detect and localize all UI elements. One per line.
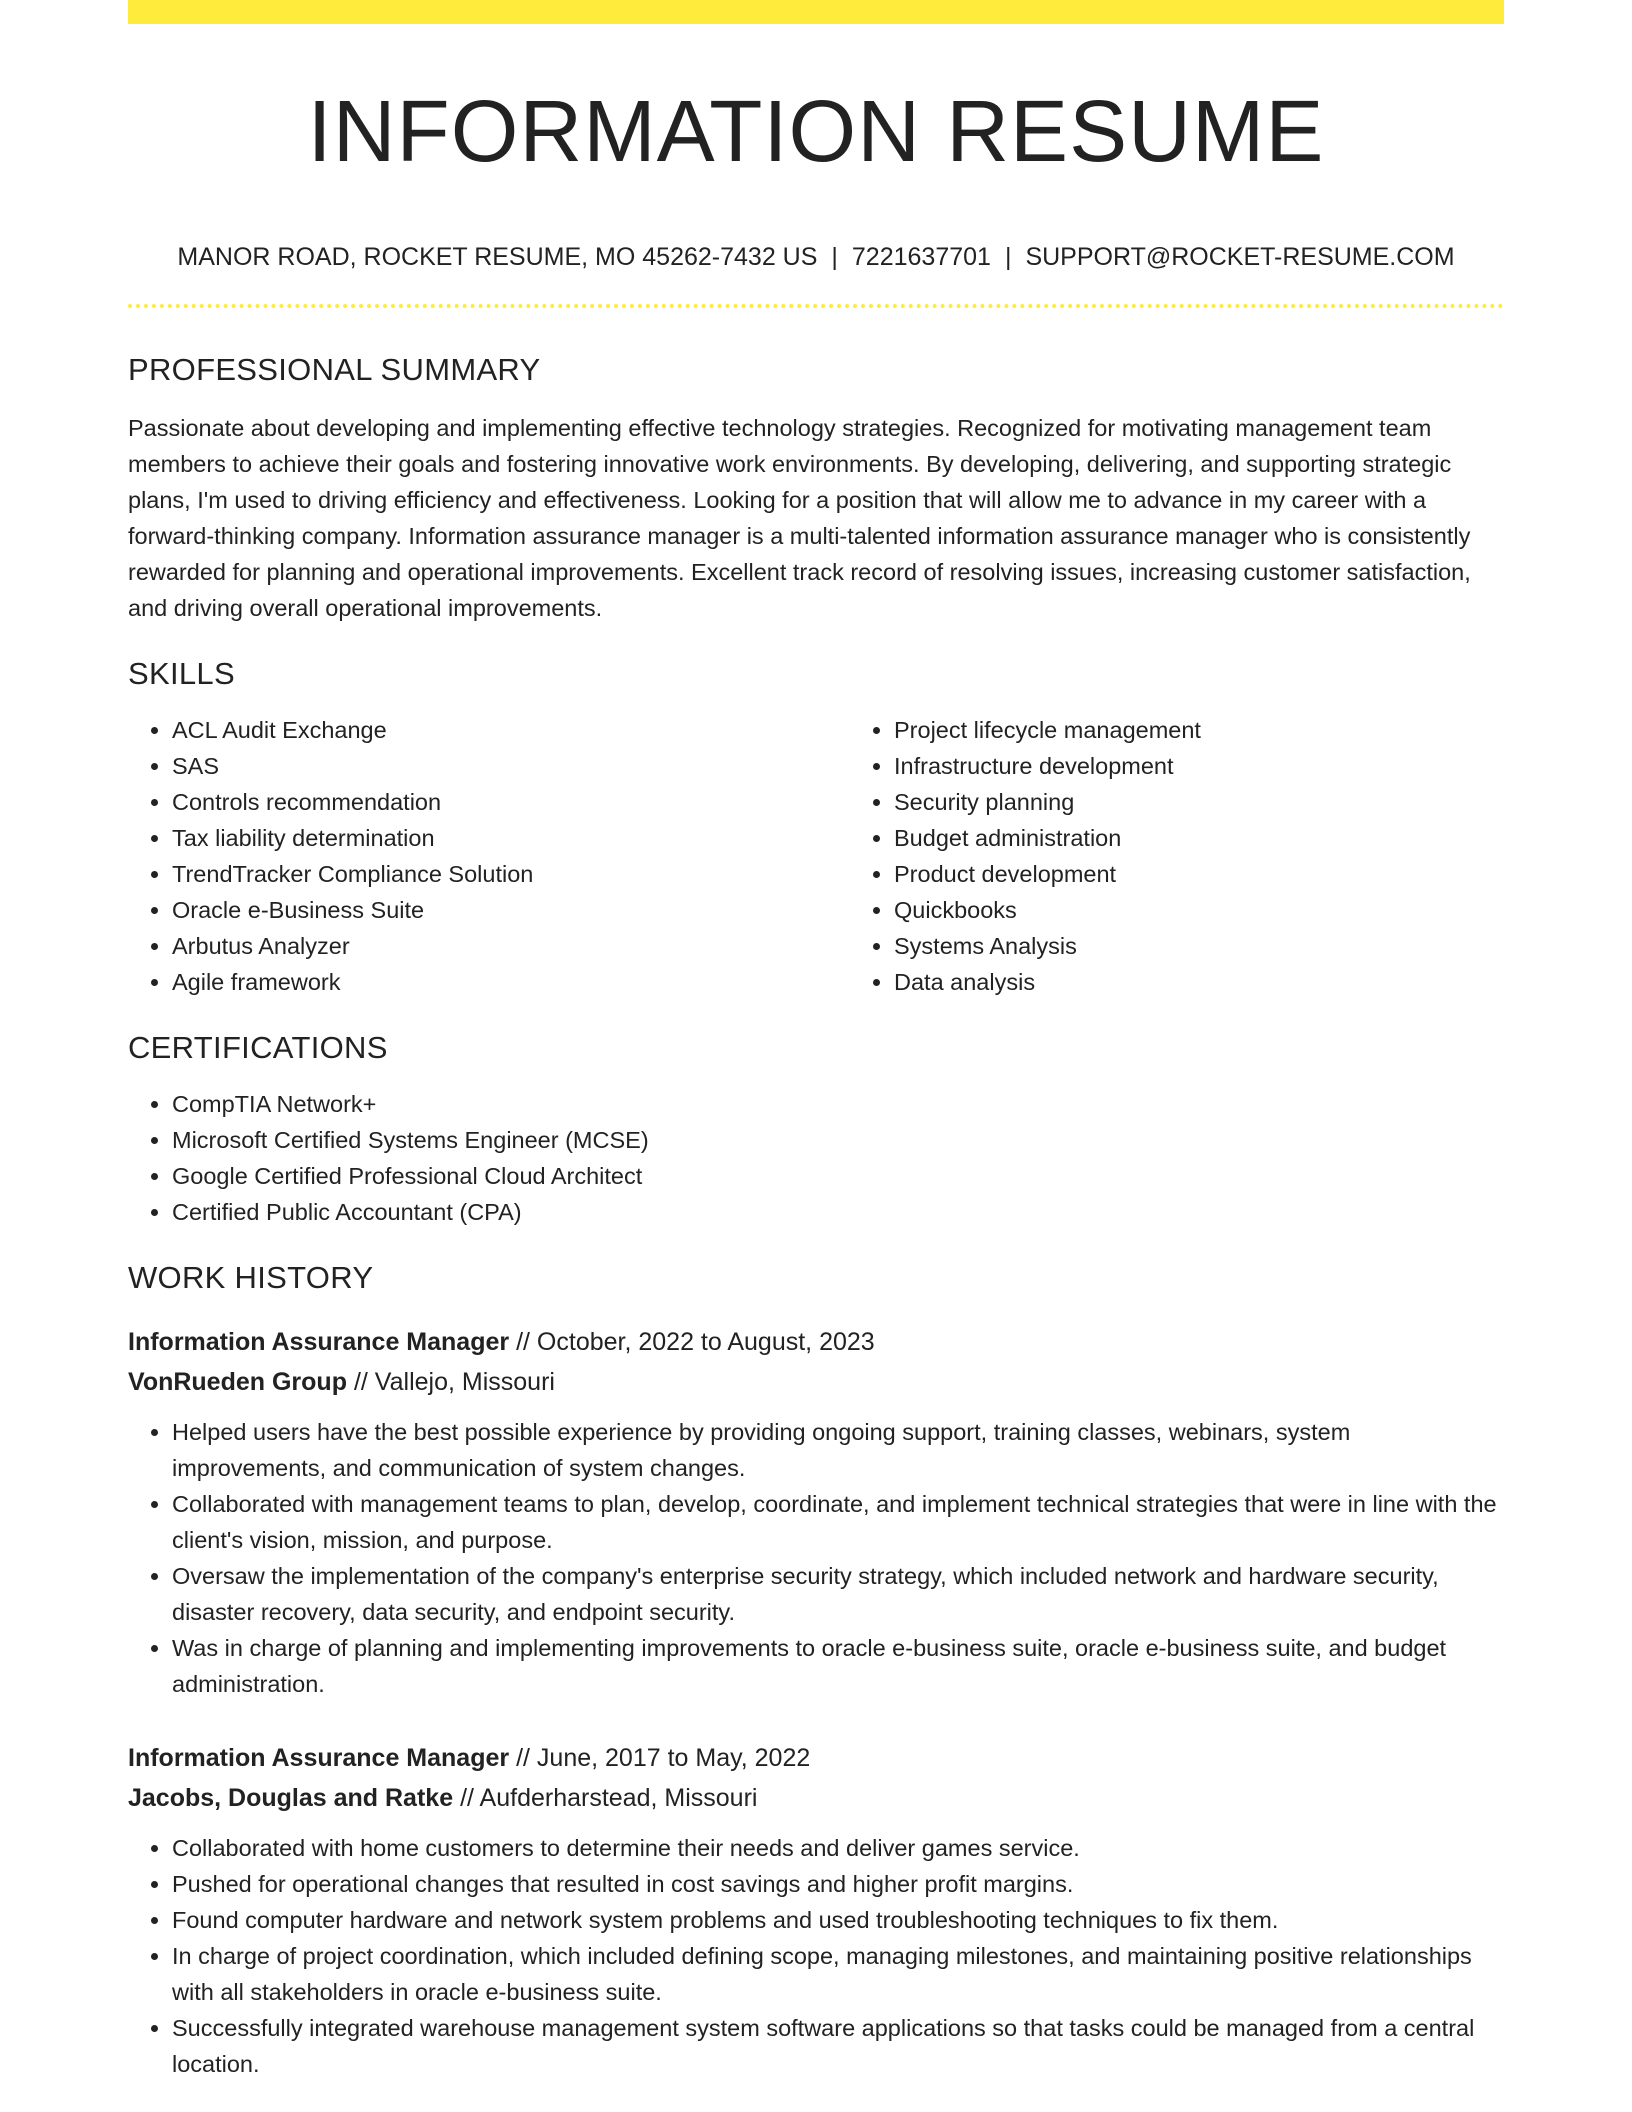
skills-list-left [128, 712, 850, 1000]
job-separator: // [353, 1367, 368, 1396]
certification-item: • CompTIA Network+ [172, 1086, 1504, 1122]
job-location: Vallejo, Missouri [374, 1367, 555, 1396]
section-heading-skills: SKILLS [128, 655, 235, 691]
professional-summary-section [128, 352, 1504, 626]
contact-line [128, 242, 1504, 272]
job-entry [128, 1738, 1504, 2082]
section-heading-certifications: CERTIFICATIONS [128, 1029, 388, 1065]
job-entry [128, 1322, 1504, 1702]
job-bullets [128, 1414, 1504, 1702]
job-title: Information Assurance Manager [128, 1743, 510, 1772]
summary-paragraph: Passionate about developing and implementing effective technology strategies. Recognized for motivating management team members to achieve their goals and fostering innovative work environments. By developing, delivering, and supporting strategic plans, I'm used to driving efficiency and effectiveness. Looking for a position that will allow me to advance in my career with a forward-thinking company. Information assurance manager is a multi-talented information assurance manager who is consistently rewarded for planning and operational improvements. Excellent track record of resolving issues, increasing customer satisfaction, and driving overall operational improvements. [128, 414, 1471, 621]
job-bullets [128, 1830, 1504, 2082]
job-bullet: • Oversaw the implementation of the company's enterprise security strategy, which included network and hardware security, disaster recovery, data security, and endpoint security. [172, 1558, 1504, 1630]
skill-item: • Arbutus Analyzer [172, 928, 850, 964]
skill-item: • Controls recommendation [172, 784, 850, 820]
skills-list-right [850, 712, 1572, 1000]
contact-address: MANOR ROAD, ROCKET RESUME, MO 45262-7432 US [177, 242, 818, 271]
job-company-line [128, 1362, 1504, 1402]
resume-title: INFORMATION RESUME [307, 83, 1325, 180]
certifications-section [128, 1030, 1504, 1230]
skill-item: • Tax liability determination [172, 820, 850, 856]
job-location: Aufderharstead, Missouri [479, 1783, 758, 1812]
certification-item: • Certified Public Accountant (CPA) [172, 1194, 1504, 1230]
certification-item: • Microsoft Certified Systems Engineer (MCSE) [172, 1122, 1504, 1158]
skill-item: • Agile framework [172, 964, 850, 1000]
job-separator: // [516, 1743, 530, 1772]
skill-item: • SAS [172, 748, 850, 784]
job-bullet: • Successfully integrated warehouse management system software applications so that tasks could be managed from a central location. [172, 2010, 1504, 2082]
job-title-line [128, 1322, 1504, 1362]
job-separator: // [516, 1327, 530, 1356]
job-company-line [128, 1778, 1504, 1818]
contact-separator: | [1004, 242, 1012, 271]
job-separator: // [460, 1783, 474, 1812]
contact-separator: | [831, 242, 838, 271]
work-history-section [128, 1260, 1504, 2082]
section-heading-work-history: WORK HISTORY [128, 1259, 374, 1295]
skill-item: • Data analysis [894, 964, 1572, 1000]
job-dates: October, 2022 to August, 2023 [536, 1327, 875, 1356]
job-bullet: • In charge of project coordination, which included defining scope, managing milestones, and maintaining positive relationships with all stakeholders in oracle e-business suite. [172, 1938, 1504, 2010]
job-bullet: • Helped users have the best possible experience by providing ongoing support, training classes, webinars, system improvements, and communication of system changes. [172, 1414, 1504, 1486]
accent-top-bar [128, 0, 1504, 24]
skill-item: • Infrastructure development [894, 748, 1572, 784]
job-bullet: • Was in charge of planning and implementing improvements to oracle e-business suite, oracle e-business suite, and budget administration. [172, 1630, 1504, 1702]
skill-item: • TrendTracker Compliance Solution [172, 856, 850, 892]
skill-item: • Security planning [894, 784, 1572, 820]
job-bullet: • Found computer hardware and network system problems and used troubleshooting techniques to fix them. [172, 1902, 1504, 1938]
job-title-line [128, 1738, 1504, 1778]
skill-item: • Product development [894, 856, 1572, 892]
skill-item: • Project lifecycle management [894, 712, 1572, 748]
skills-section [128, 656, 1504, 1000]
job-dates: June, 2017 to May, 2022 [536, 1743, 811, 1772]
job-bullet: • Pushed for operational changes that resulted in cost savings and higher profit margins. [172, 1866, 1504, 1902]
job-bullet: • Collaborated with home customers to determine their needs and deliver games service. [172, 1830, 1504, 1866]
contact-email: SUPPORT@ROCKET-RESUME.COM [1025, 242, 1455, 271]
resume-page [128, 0, 1504, 2082]
job-company: Jacobs, Douglas and Ratke [128, 1783, 454, 1812]
skill-item: • Budget administration [894, 820, 1572, 856]
section-heading-summary: PROFESSIONAL SUMMARY [128, 351, 541, 387]
certifications-list [128, 1086, 1504, 1230]
job-company: VonRueden Group [128, 1367, 347, 1396]
skill-item: • Quickbooks [894, 892, 1572, 928]
certification-item: • Google Certified Professional Cloud Architect [172, 1158, 1504, 1194]
skill-item: • Systems Analysis [894, 928, 1572, 964]
skills-columns [128, 692, 1504, 1000]
skill-item: • Oracle e-Business Suite [172, 892, 850, 928]
job-title: Information Assurance Manager [128, 1327, 510, 1356]
job-bullet: • Collaborated with management teams to plan, develop, coordinate, and implement technical strategies that were in line with the client's vision, mission, and purpose. [172, 1486, 1504, 1558]
skill-item: • ACL Audit Exchange [172, 712, 850, 748]
dotted-divider [128, 304, 1504, 308]
contact-phone: 7221637701 [851, 242, 991, 271]
